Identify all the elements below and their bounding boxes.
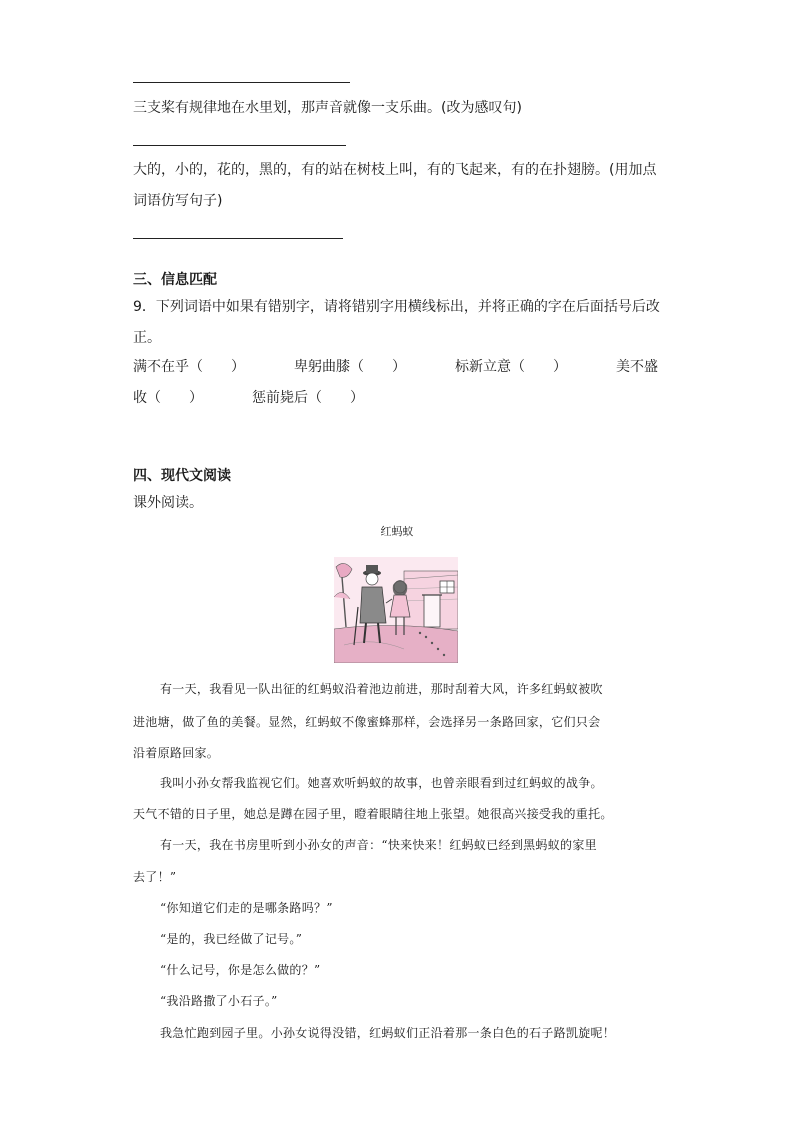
rewrite-sentence-1: 三支桨有规律地在水里划，那声音就像一支乐曲。(改为感叹句) — [133, 100, 522, 116]
story-dialogue-4: “我沿路撒了小石子。” — [160, 994, 278, 1008]
idiom-item-3[interactable]: 标新立意（ ） — [455, 359, 567, 375]
story-illustration — [334, 557, 458, 663]
story-paragraph-1-line-1: 有一天，我看见一队出征的红蚂蚁沿着池边前进，那时刮着大风，许多红蚂蚁被吹 — [160, 682, 603, 696]
idiom-item-2[interactable]: 卑躬曲膝（ ） — [294, 359, 406, 375]
story-paragraph-2-line-1: 我叫小孙女帮我监视它们。她喜欢听蚂蚁的故事，也曾亲眼看到过红蚂蚁的战争。 — [160, 776, 603, 790]
story-paragraph-1-line-2: 进池塘，做了鱼的美餐。显然，红蚂蚁不像蜜蜂那样，会选择另一条路回家，它们只会 — [133, 715, 601, 729]
section-4-heading: 四、现代文阅读 — [133, 468, 231, 484]
story-paragraph-2-line-2: 天气不错的日子里，她总是蹲在园子里，瞪着眼睛往地上张望。她很高兴接受我的重托。 — [133, 807, 613, 821]
question-9-line-1: 9．下列词语中如果有错别字，请将错别字用横线标出，并将正确的字在后面括号后改 — [133, 299, 660, 315]
answer-blank-3[interactable] — [133, 238, 343, 239]
story-dialogue-2: “是的，我已经做了记号。” — [160, 932, 303, 946]
question-9-line-2: 正。 — [133, 330, 161, 346]
story-dialogue-1: “你知道它们走的是哪条路吗？” — [160, 901, 333, 915]
story-paragraph-1-line-3: 沿着原路回家。 — [133, 746, 220, 760]
story-paragraph-3-line-2: 去了！” — [133, 870, 177, 884]
idiom-item-4-part-2[interactable]: 收（ ） — [133, 390, 203, 406]
rewrite-sentence-2-line-2: 词语仿写句子) — [133, 193, 223, 209]
story-paragraph-last: 我急忙跑到园子里。小孙女说得没错，红蚂蚁们正沿着那一条白色的石子路凯旋呢！ — [160, 1026, 616, 1040]
story-title: 红蚂蚁 — [380, 525, 414, 538]
story-dialogue-3: “什么记号，你是怎么做的？” — [160, 963, 321, 977]
idiom-item-4-part-1[interactable]: 美不盛 — [616, 359, 658, 375]
section-3-heading: 三、信息匹配 — [133, 272, 217, 288]
idiom-item-1[interactable]: 满不在乎（ ） — [133, 359, 245, 375]
reading-intro: 课外阅读。 — [133, 495, 203, 511]
idiom-item-5[interactable]: 惩前毙后（ ） — [252, 390, 364, 406]
answer-blank-2[interactable] — [133, 145, 346, 146]
rewrite-sentence-2-line-1: 大的，小的，花的，黑的，有的站在树枝上叫，有的飞起来，有的在扑翅膀。(用加点 — [133, 162, 657, 178]
answer-blank-1[interactable] — [133, 82, 350, 83]
story-paragraph-3-line-1: 有一天，我在书房里听到小孙女的声音：“快来快来！红蚂蚁已经到黑蚂蚁的家里 — [160, 838, 597, 852]
